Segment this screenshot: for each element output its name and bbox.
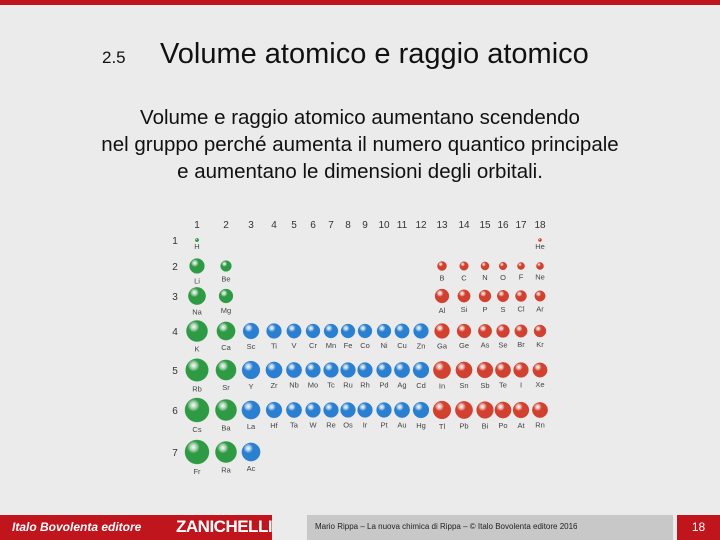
brand-logo: ZANICHELLI — [176, 517, 273, 536]
symbol-ge: Ge — [458, 340, 470, 350]
atom-po — [495, 402, 511, 418]
group-label-1: 1 — [194, 220, 200, 231]
symbol-b: B — [439, 273, 445, 283]
symbol-ir: Ir — [362, 420, 368, 430]
symbol-at: At — [517, 420, 525, 430]
group-label-3: 3 — [248, 220, 254, 231]
symbol-hg: Hg — [416, 420, 426, 430]
symbol-hf: Hf — [270, 420, 278, 430]
symbol-c: C — [461, 273, 467, 283]
atom-hg — [413, 402, 429, 418]
symbol-i: I — [519, 380, 523, 390]
symbol-ga: Ga — [436, 341, 448, 351]
group-label-17: 17 — [515, 220, 527, 231]
atom-fe — [341, 324, 355, 338]
symbol-tl: Tl — [438, 421, 446, 431]
group-label-10: 10 — [378, 220, 390, 231]
atom-si — [458, 290, 470, 302]
group-label-15: 15 — [479, 220, 491, 231]
period-label-7: 7 — [172, 448, 178, 459]
symbol-o: O — [500, 272, 506, 282]
period-label-2: 2 — [172, 262, 178, 273]
atom-rn — [532, 402, 547, 417]
symbol-f: F — [518, 272, 524, 282]
period-label-6: 6 — [172, 406, 178, 417]
symbol-w: W — [309, 420, 317, 430]
atom-ca — [217, 322, 235, 340]
symbol-y: Y — [248, 381, 254, 391]
period-label-1: 1 — [172, 236, 178, 247]
symbol-h: H — [194, 242, 200, 251]
symbol-pt: Pt — [380, 420, 388, 430]
symbol-sb: Sb — [480, 380, 490, 390]
atom-ga — [435, 324, 450, 339]
atom-ac — [242, 443, 260, 461]
atom-sn — [456, 362, 472, 378]
symbol-co: Co — [360, 340, 370, 350]
group-label-4: 4 — [271, 220, 277, 231]
symbol-p: P — [482, 305, 488, 314]
symbol-rh: Rh — [360, 380, 370, 390]
symbol-po: Po — [498, 421, 508, 431]
group-label-7: 7 — [328, 220, 334, 231]
symbol-n: N — [482, 273, 488, 283]
atom-fr — [185, 440, 209, 464]
symbol-ca: Ca — [221, 343, 231, 353]
symbol-pd: Pd — [379, 380, 389, 390]
period-label-4: 4 — [172, 327, 178, 338]
body-line-3: e aumentano le dimensioni degli orbitali. — [177, 160, 543, 183]
atom-la — [242, 401, 260, 419]
symbol-zr: Zr — [270, 381, 278, 391]
symbol-sc: Sc — [246, 341, 256, 351]
group-label-12: 12 — [415, 220, 427, 231]
group-label-9: 9 — [362, 220, 368, 231]
slide-title: Volume atomico e raggio atomico — [160, 38, 589, 70]
symbol-re: Re — [326, 420, 336, 430]
credit-strip — [307, 515, 673, 540]
atom-in — [433, 361, 450, 378]
atom-zn — [414, 324, 429, 339]
atom-mg — [219, 289, 233, 303]
body-line-1: Volume e raggio atomico aumentano scendendo — [140, 106, 580, 129]
symbol-kr: Kr — [536, 340, 544, 349]
symbol-cd: Cd — [416, 380, 426, 390]
atom-tl — [433, 401, 451, 419]
atom-na — [188, 287, 205, 304]
atom-pb — [455, 401, 472, 418]
atom-cl — [515, 290, 526, 301]
atom-c — [460, 262, 469, 271]
atom-sr — [216, 360, 236, 380]
symbol-mo: Mo — [307, 380, 319, 390]
atom-os — [341, 403, 356, 418]
symbol-cl: Cl — [517, 304, 525, 314]
atom-k — [186, 320, 207, 341]
symbol-ar: Ar — [536, 304, 544, 314]
atom-ru — [341, 363, 356, 378]
symbol-xe: Xe — [535, 380, 545, 390]
symbol-ru: Ru — [343, 380, 353, 390]
atom-ta — [286, 402, 301, 417]
atom-cu — [395, 324, 409, 338]
atom-sc — [243, 323, 259, 339]
atom-re — [324, 403, 339, 418]
atom-ag — [394, 362, 409, 377]
group-label-13: 13 — [436, 220, 448, 231]
symbol-ag: Ag — [397, 380, 407, 390]
atom-n — [481, 262, 489, 270]
symbol-pb: Pb — [459, 421, 469, 431]
symbol-mn: Mn — [325, 340, 337, 350]
atom-o — [499, 262, 507, 270]
atom-xe — [533, 363, 547, 377]
symbol-he: He — [535, 242, 545, 251]
atom-zr — [266, 362, 282, 378]
symbol-bi: Bi — [481, 421, 489, 431]
group-label-14: 14 — [458, 220, 470, 231]
symbol-fr: Fr — [193, 467, 201, 476]
symbol-fe: Fe — [343, 340, 353, 350]
atom-ni — [377, 324, 391, 338]
symbol-k: K — [194, 344, 200, 354]
atom-rb — [186, 359, 209, 382]
symbol-la: La — [246, 422, 256, 432]
atom-ba — [215, 399, 236, 420]
atom-ra — [215, 441, 236, 462]
symbol-ra: Ra — [221, 465, 231, 475]
section-number: 2.5 — [102, 48, 126, 67]
symbol-v: V — [291, 341, 297, 351]
group-label-18: 18 — [534, 220, 546, 231]
atom-ir — [358, 403, 373, 418]
atom-sb — [477, 362, 493, 378]
publisher-name: Italo Bovolenta editore — [12, 520, 142, 534]
atom-ar — [535, 291, 546, 302]
symbol-li: Li — [194, 276, 200, 286]
symbol-au: Au — [397, 420, 407, 430]
atom-rh — [358, 363, 373, 378]
symbol-te: Te — [499, 380, 507, 390]
atom-tc — [324, 363, 339, 378]
symbol-cr: Cr — [309, 340, 317, 350]
symbol-ne: Ne — [535, 272, 545, 282]
atom-cs — [185, 398, 209, 422]
atom-pt — [377, 403, 392, 418]
atom-mo — [306, 363, 321, 378]
group-label-5: 5 — [291, 220, 297, 231]
atom-f — [517, 262, 524, 269]
symbol-al: Al — [438, 305, 446, 315]
atom-te — [495, 362, 510, 377]
symbol-na: Na — [192, 307, 202, 317]
symbol-cs: Cs — [192, 425, 202, 434]
page-number: 18 — [691, 520, 706, 534]
symbol-os: Os — [343, 420, 353, 430]
symbol-br: Br — [517, 340, 525, 350]
atom-al — [435, 289, 449, 303]
atom-br — [515, 325, 527, 337]
footer-bar — [0, 515, 720, 540]
atom-kr — [534, 325, 546, 337]
symbol-zn: Zn — [416, 341, 426, 351]
atom-b — [437, 261, 446, 270]
period-label-3: 3 — [172, 292, 178, 303]
publisher-banner — [0, 515, 272, 540]
symbol-as: As — [480, 340, 490, 350]
symbol-ba: Ba — [221, 423, 231, 433]
atom-be — [221, 261, 232, 272]
atom-y — [242, 361, 260, 379]
credit-text: Mario Rippa – La nuova chimica di Rippa – © Italo Bovolenta editore 2016 — [315, 522, 578, 531]
atom-as — [478, 324, 491, 337]
atom-ge — [457, 324, 471, 338]
group-label-16: 16 — [497, 220, 509, 231]
symbol-si: Si — [460, 305, 468, 315]
group-label-6: 6 — [310, 220, 316, 231]
atom-ne — [536, 262, 543, 269]
symbol-se: Se — [498, 340, 508, 350]
atom-at — [513, 402, 529, 418]
atom-ti — [267, 324, 282, 339]
atom-cr — [306, 324, 320, 338]
symbol-rb: Rb — [192, 384, 202, 394]
symbol-cu: Cu — [397, 341, 407, 351]
symbol-be: Be — [221, 274, 231, 284]
atom-pd — [377, 363, 392, 378]
symbol-ti: Ti — [271, 341, 277, 351]
atom-nb — [286, 362, 301, 377]
symbol-s: S — [500, 304, 506, 314]
atom-cd — [413, 362, 429, 378]
symbol-ni: Ni — [380, 340, 388, 350]
atom-p — [479, 290, 491, 302]
symbol-sn: Sn — [459, 381, 469, 391]
symbol-nb: Nb — [289, 380, 299, 390]
atom-mn — [324, 324, 338, 338]
atom-li — [190, 259, 205, 274]
group-label-2: 2 — [223, 220, 229, 231]
atom-se — [497, 325, 510, 338]
symbol-ac: Ac — [246, 464, 256, 474]
atom-w — [306, 403, 321, 418]
atom-v — [287, 324, 301, 338]
symbol-sr: Sr — [222, 383, 230, 393]
symbol-rn: Rn — [535, 420, 545, 430]
atom-hf — [266, 402, 282, 418]
atom-bi — [477, 402, 494, 419]
group-label-11: 11 — [396, 220, 408, 231]
symbol-mg: Mg — [220, 305, 232, 315]
symbol-ta: Ta — [290, 420, 298, 430]
symbol-tc: Tc — [327, 380, 335, 390]
atom-au — [394, 402, 409, 417]
symbol-in: In — [438, 381, 446, 391]
atom-co — [358, 324, 372, 338]
page-number-box — [677, 515, 720, 540]
body-line-2: nel gruppo perché aumenta il numero quantico principale — [101, 133, 619, 156]
atom-i — [514, 363, 529, 378]
group-label-8: 8 — [345, 220, 351, 231]
period-label-5: 5 — [172, 366, 178, 377]
atom-s — [497, 290, 509, 302]
